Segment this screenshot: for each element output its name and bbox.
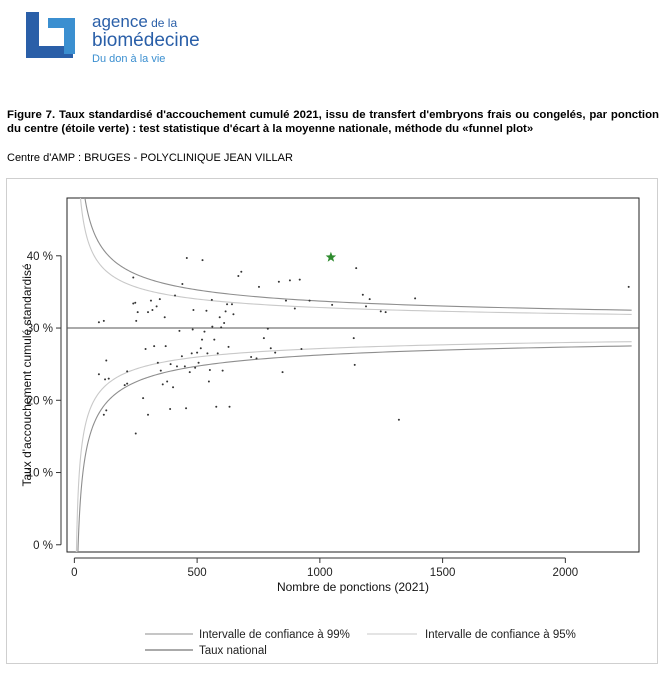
data-point [124, 384, 126, 386]
data-point [169, 408, 171, 410]
data-point [98, 321, 100, 323]
data-point [219, 316, 221, 318]
data-point [174, 295, 176, 297]
x-axis [71, 558, 578, 579]
data-point [135, 433, 137, 435]
data-point [178, 330, 180, 332]
x-axis-label: Nombre de ponctions (2021) [276, 580, 430, 594]
data-point [299, 279, 301, 281]
data-point [181, 283, 183, 285]
data-point [628, 286, 630, 288]
data-point [237, 275, 239, 277]
logo-line-1 [92, 12, 177, 32]
data-point [282, 371, 284, 373]
data-point [229, 406, 231, 408]
data-point [200, 347, 202, 349]
data-point [398, 419, 400, 421]
data-point [192, 309, 194, 311]
figure-subtitle: Centre d'AMP : BRUGES - POLYCLINIQUE JEAN VILLAR [7, 152, 293, 164]
data-point [191, 352, 193, 354]
legend [145, 629, 576, 657]
y-tick-label: 20 % [26, 395, 53, 408]
data-point [380, 310, 382, 312]
data-point [166, 381, 168, 383]
data-point [414, 297, 416, 299]
data-point [137, 311, 139, 313]
data-point [105, 360, 107, 362]
logo-tagline: Du don à la vie [92, 53, 166, 65]
data-point [170, 363, 172, 365]
data-point [181, 355, 183, 357]
figure-title: Figure 7. Taux standardisé d'accouchement cumulé 2021, issu de transfert d'embryons frais ou congelés, par ponction du centre (étoile verte) : test statistique d'écart à la moyenne nationale, méthode du «funnel plot» [7, 109, 659, 136]
data-point [126, 383, 128, 385]
data-point [223, 322, 225, 324]
y-tick-label: 0 % [33, 539, 53, 552]
data-point [172, 386, 174, 388]
x-tick-label: 500 [187, 567, 207, 579]
data-point [145, 348, 147, 350]
data-point [189, 371, 191, 373]
legend-national-label: Taux national [199, 645, 267, 657]
data-point [192, 328, 194, 330]
data-point [206, 352, 208, 354]
data-point [289, 279, 291, 281]
data-point [294, 308, 296, 310]
data-point [105, 409, 107, 411]
data-point [202, 259, 204, 261]
data-point [135, 320, 137, 322]
data-point [232, 313, 234, 315]
data-point [278, 281, 280, 283]
data-point [132, 302, 134, 304]
data-point [369, 298, 371, 300]
logo-mark-icon [22, 10, 84, 68]
data-point [263, 337, 265, 339]
data-point [159, 298, 161, 300]
data-point [225, 310, 227, 312]
data-point [256, 357, 258, 359]
data-point [142, 397, 144, 399]
y-tick-label: 40 % [26, 250, 53, 263]
legend-ci95-label: Intervalle de confiance à 95% [425, 629, 576, 641]
data-point [185, 407, 187, 409]
data-point [104, 378, 106, 380]
x-tick-label: 1500 [429, 567, 456, 579]
logo-line-2: biomédecine [92, 30, 200, 51]
data-point [365, 305, 367, 307]
y-tick-label: 30 % [26, 323, 53, 336]
data-point [103, 414, 105, 416]
data-point [300, 348, 302, 350]
data-point [203, 331, 205, 333]
data-point [165, 345, 167, 347]
data-point [222, 370, 224, 372]
data-point [240, 271, 242, 273]
logo-word-agence: agence [92, 12, 148, 31]
data-point [164, 316, 166, 318]
data-point [198, 362, 200, 364]
ci95-upper-curve [76, 179, 632, 314]
data-point [331, 304, 333, 306]
data-point [209, 369, 211, 371]
data-point [132, 276, 134, 278]
y-tick-label: 10 % [26, 467, 53, 480]
data-point [258, 286, 260, 288]
data-point [98, 373, 100, 375]
data-point [147, 414, 149, 416]
y-axis-label: Taux d'accouchement cumulé standardisé [20, 263, 34, 487]
x-tick-label: 2000 [552, 567, 579, 579]
data-point [226, 303, 228, 305]
data-point [267, 328, 269, 330]
data-point [211, 326, 213, 328]
data-point [196, 352, 198, 354]
x-tick-label: 0 [71, 567, 78, 579]
data-point [153, 345, 155, 347]
data-point [355, 267, 357, 269]
data-point [274, 352, 276, 354]
data-point [220, 326, 222, 328]
data-point [157, 362, 159, 364]
chart-panel [6, 178, 658, 664]
data-point [160, 370, 162, 372]
data-point [228, 346, 230, 348]
data-point [194, 367, 196, 369]
data-point [201, 339, 203, 341]
data-point [231, 303, 233, 305]
data-point [270, 347, 272, 349]
data-point [186, 257, 188, 259]
logo-word-de-la: de la [147, 16, 178, 30]
data-point [134, 302, 136, 304]
ci99-lower-curve [76, 346, 632, 552]
data-point [285, 300, 287, 302]
x-tick-label: 1000 [307, 567, 333, 579]
data-point [362, 294, 364, 296]
ci99-upper-curve [76, 179, 632, 310]
data-point [385, 311, 387, 313]
data-point [217, 352, 219, 354]
funnel-plot [7, 179, 657, 663]
plot-frame [67, 198, 639, 552]
data-point [354, 364, 356, 366]
data-point [150, 300, 152, 302]
data-point [211, 299, 213, 301]
data-point [108, 378, 110, 380]
data-point [205, 310, 207, 312]
centre-star-marker [326, 252, 336, 262]
data-point [176, 365, 178, 367]
data-point [213, 339, 215, 341]
data-point [103, 320, 105, 322]
data-point [208, 381, 210, 383]
logo [22, 10, 222, 70]
ci95-lower-curve [76, 342, 632, 552]
data-point [147, 311, 149, 313]
data-point [309, 300, 311, 302]
data-point [156, 305, 158, 307]
data-point [215, 406, 217, 408]
data-point [184, 365, 186, 367]
data-point [126, 370, 128, 372]
data-point [353, 337, 355, 339]
legend-ci99-label: Intervalle de confiance à 99% [199, 629, 350, 641]
data-point [151, 309, 153, 311]
data-point [162, 383, 164, 385]
data-point [250, 356, 252, 358]
